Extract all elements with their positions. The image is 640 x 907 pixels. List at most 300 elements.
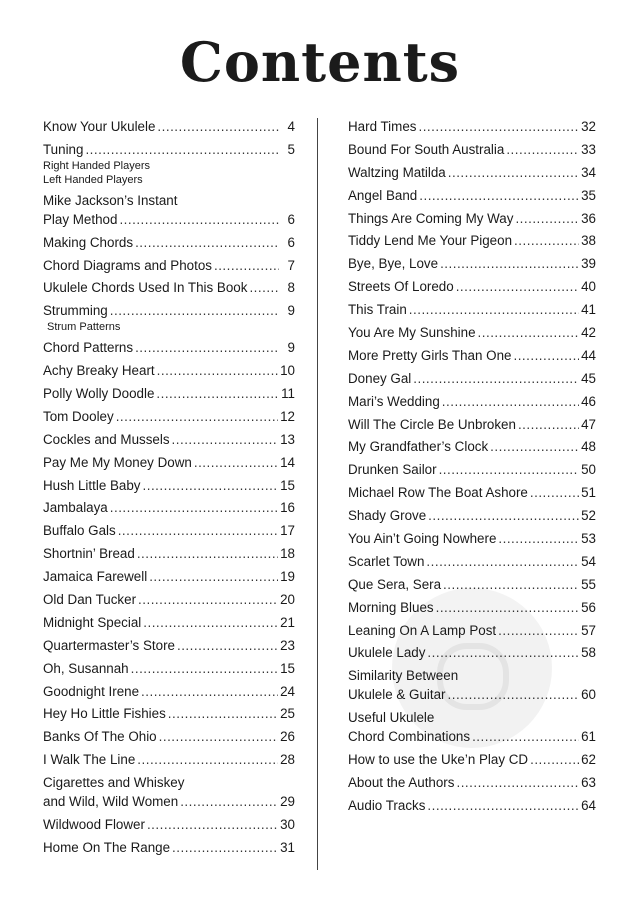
entry-row xyxy=(43,476,295,495)
entry-row xyxy=(348,254,596,273)
contents-entry[interactable] xyxy=(43,117,295,136)
entry-title: This Train xyxy=(348,302,407,318)
entry-title: Play Method xyxy=(43,211,118,227)
dot-leader xyxy=(172,430,279,449)
entry-title: Chord Patterns xyxy=(43,340,134,356)
entry-row xyxy=(348,796,596,815)
dot-leader xyxy=(448,163,579,182)
entry-row xyxy=(348,231,596,250)
entry-page-number: 30 xyxy=(280,817,295,833)
contents-entry[interactable] xyxy=(43,453,295,472)
entry-title: I Walk The Line xyxy=(43,752,136,768)
contents-entry[interactable] xyxy=(348,796,596,815)
dot-leader xyxy=(141,682,278,701)
dot-leader xyxy=(118,521,278,540)
contents-entry[interactable] xyxy=(348,140,596,159)
contents-entry[interactable] xyxy=(43,567,295,586)
entry-row xyxy=(43,117,295,136)
contents-entry[interactable] xyxy=(43,278,295,297)
entry-page-number: 6 xyxy=(287,234,295,250)
entry-page-number: 42 xyxy=(581,325,596,341)
column-divider xyxy=(317,118,318,870)
contents-entry[interactable] xyxy=(43,613,295,632)
entry-page-number: 6 xyxy=(287,211,295,227)
entry-row xyxy=(348,506,596,525)
contents-entry[interactable] xyxy=(348,231,596,250)
entry-page-number: 45 xyxy=(581,370,596,386)
entry-page-number: 34 xyxy=(581,164,596,180)
entry-row xyxy=(43,384,295,403)
dot-leader xyxy=(478,323,580,342)
entry-page-number: 41 xyxy=(581,302,596,318)
entry-page-number: 63 xyxy=(581,775,596,791)
dot-leader xyxy=(440,254,579,273)
entry-title: Banks Of The Ohio xyxy=(43,729,157,745)
entry-page-number: 20 xyxy=(280,592,295,608)
entry-title: Pay Me My Money Down xyxy=(43,454,192,470)
contents-entry[interactable] xyxy=(348,369,596,388)
entry-page-number: 62 xyxy=(581,752,596,768)
contents-entry[interactable] xyxy=(43,256,295,275)
dot-leader xyxy=(413,369,579,388)
entry-page-number: 9 xyxy=(287,303,295,319)
dot-leader xyxy=(456,277,579,296)
contents-entry[interactable] xyxy=(348,163,596,182)
entry-page-number: 9 xyxy=(287,340,295,356)
entry-page-number: 12 xyxy=(280,408,295,424)
entry-page-number: 61 xyxy=(581,729,596,745)
dot-leader xyxy=(443,575,579,594)
entry-page-number: 7 xyxy=(287,257,295,273)
dot-leader xyxy=(110,301,279,320)
entry-page-number: 32 xyxy=(581,119,596,134)
entry-row xyxy=(348,186,596,205)
contents-entry[interactable] xyxy=(43,750,295,769)
contents-entry[interactable] xyxy=(43,590,295,609)
entry-page-number: 50 xyxy=(581,462,596,478)
entry-row xyxy=(348,117,596,136)
dot-leader xyxy=(159,727,278,746)
contents-left-column xyxy=(43,117,295,861)
entry-row xyxy=(43,659,295,678)
dot-leader xyxy=(506,140,579,159)
entry-row xyxy=(348,643,596,662)
entry-title: Buffalo Gals xyxy=(43,523,116,539)
dot-leader xyxy=(137,544,278,563)
dot-leader xyxy=(249,278,279,297)
dot-leader xyxy=(498,529,579,548)
contents-entry[interactable] xyxy=(348,392,596,411)
entry-row xyxy=(348,437,596,456)
contents-entry[interactable] xyxy=(348,529,596,548)
entry-title: Ukulele Lady xyxy=(348,645,426,661)
dot-leader xyxy=(515,209,579,228)
entry-title: Leaning On A Lamp Post xyxy=(348,622,497,638)
entry-page-number: 23 xyxy=(280,637,295,653)
entry-row xyxy=(43,430,295,449)
entry-row xyxy=(43,636,295,655)
entry-title: How to use the Uke’n Play CD xyxy=(348,752,529,768)
entry-row xyxy=(348,300,596,319)
entry-page-number: 51 xyxy=(581,485,596,501)
entry-page-number: 64 xyxy=(581,797,596,813)
dot-leader xyxy=(448,685,580,704)
entry-title-line1: Cigarettes and Whiskey xyxy=(43,775,185,791)
entry-row xyxy=(348,575,596,594)
contents-entry[interactable] xyxy=(43,773,295,811)
dot-leader xyxy=(436,598,579,617)
entry-page-number: 10 xyxy=(280,363,295,379)
entry-row xyxy=(43,407,295,426)
entry-title-line1: Similarity Between xyxy=(348,668,459,684)
entry-page-number: 56 xyxy=(581,599,596,615)
entry-title: Polly Wolly Doodle xyxy=(43,386,155,402)
entry-title: You Are My Sunshine xyxy=(348,325,476,341)
contents-entry[interactable] xyxy=(43,727,295,746)
contents-entry[interactable] xyxy=(348,708,596,746)
entry-row xyxy=(43,613,295,632)
entry-title: Jambalaya xyxy=(43,500,108,516)
entry-title: Jamaica Farewell xyxy=(43,569,148,585)
entry-page-number: 28 xyxy=(280,752,295,768)
entry-title: About the Authors xyxy=(348,775,455,791)
dot-leader xyxy=(156,384,279,403)
contents-entry[interactable] xyxy=(348,552,596,571)
entry-page-number: 53 xyxy=(581,531,596,547)
dot-leader xyxy=(147,815,278,834)
dot-leader xyxy=(149,567,278,586)
entry-title: Bye, Bye, Love xyxy=(348,256,439,272)
entry-page-number: 47 xyxy=(581,416,596,432)
entry-title: Bound For South Australia xyxy=(348,141,505,157)
entry-title: Home On The Range xyxy=(43,839,171,855)
entry-row xyxy=(348,773,596,792)
entry-row xyxy=(348,483,596,502)
contents-entry[interactable] xyxy=(348,750,596,769)
contents-entry[interactable] xyxy=(348,300,596,319)
dot-leader xyxy=(194,453,278,472)
entry-row xyxy=(348,685,596,704)
entry-title: Doney Gal xyxy=(348,370,412,386)
contents-entry[interactable] xyxy=(43,521,295,540)
entry-page-number: 13 xyxy=(280,431,295,447)
entry-title: Drunken Sailor xyxy=(348,462,437,478)
entry-page-number: 31 xyxy=(280,839,295,855)
entry-row xyxy=(43,567,295,586)
dot-leader xyxy=(172,838,278,857)
dot-leader xyxy=(530,750,579,769)
entry-title: Wildwood Flower xyxy=(43,817,145,833)
entry-row xyxy=(348,369,596,388)
entry-title-line1: Mike Jackson’s Instant xyxy=(43,192,178,208)
entry-title: and Wild, Wild Women xyxy=(43,794,179,810)
contents-entry[interactable] xyxy=(43,682,295,701)
contents-entry[interactable] xyxy=(43,140,295,187)
entry-row xyxy=(348,552,596,571)
entry-title: You Ain’t Going Nowhere xyxy=(348,531,497,547)
entry-row xyxy=(348,277,596,296)
dot-leader xyxy=(157,117,279,136)
contents-entry[interactable] xyxy=(43,498,295,517)
entry-row xyxy=(43,590,295,609)
entry-page-number: 44 xyxy=(581,347,596,363)
entry-title: Ukulele & Guitar xyxy=(348,687,446,703)
dot-leader xyxy=(439,460,580,479)
entry-title: Morning Blues xyxy=(348,599,434,615)
entry-page-number: 4 xyxy=(287,119,295,134)
contents-entry[interactable] xyxy=(348,323,596,342)
entry-row xyxy=(348,392,596,411)
entry-title: Making Chords xyxy=(43,234,134,250)
entry-title: Achy Breaky Heart xyxy=(43,363,155,379)
contents-entry[interactable] xyxy=(43,361,295,380)
contents-entry[interactable] xyxy=(348,346,596,365)
entry-title: Hard Times xyxy=(348,119,417,134)
entry-row xyxy=(43,361,295,380)
entry-page-number: 54 xyxy=(581,553,596,569)
entry-title-line1: Useful Ukulele xyxy=(348,710,435,726)
entry-row xyxy=(348,750,596,769)
dot-leader xyxy=(442,392,579,411)
entry-title: My Grandfather’s Clock xyxy=(348,439,489,455)
entry-row xyxy=(348,727,596,746)
contents-entry[interactable] xyxy=(43,636,295,655)
contents-entry[interactable] xyxy=(348,621,596,640)
entry-row xyxy=(43,233,295,252)
entry-row xyxy=(43,140,295,159)
entry-page-number: 18 xyxy=(280,546,295,562)
contents-entry[interactable] xyxy=(43,301,295,334)
entry-title: Chord Combinations xyxy=(348,729,471,745)
dot-leader xyxy=(428,506,579,525)
entry-title: Mari’s Wedding xyxy=(348,393,440,409)
entry-row xyxy=(43,278,295,297)
contents-entry[interactable] xyxy=(348,117,596,136)
entry-subsection: Left Handed Players xyxy=(43,173,143,186)
entry-title: Shady Grove xyxy=(348,508,427,524)
contents-entry[interactable] xyxy=(348,415,596,434)
entry-title: Midnight Special xyxy=(43,614,142,630)
contents-entry[interactable] xyxy=(43,407,295,426)
dot-leader xyxy=(427,643,579,662)
entry-row xyxy=(348,209,596,228)
entry-row xyxy=(43,682,295,701)
dot-leader xyxy=(157,361,278,380)
dot-leader xyxy=(135,233,279,252)
entry-title: Waltzing Matilda xyxy=(348,164,446,180)
entry-row xyxy=(348,163,596,182)
contents-entry[interactable] xyxy=(348,254,596,273)
entry-title: Chord Diagrams and Photos xyxy=(43,257,212,273)
entry-row xyxy=(348,415,596,434)
dot-leader xyxy=(490,437,579,456)
contents-entry[interactable] xyxy=(348,277,596,296)
entry-page-number: 35 xyxy=(581,187,596,203)
contents-entry[interactable] xyxy=(348,643,596,662)
contents-right-column xyxy=(348,117,596,819)
dot-leader xyxy=(214,256,279,275)
entry-row xyxy=(348,140,596,159)
entry-title: Scarlet Town xyxy=(348,553,425,569)
entry-row xyxy=(43,210,295,229)
entry-page-number: 11 xyxy=(281,386,295,402)
dot-leader xyxy=(498,621,579,640)
entry-row xyxy=(43,727,295,746)
entry-title: Know Your Ukulele xyxy=(43,119,156,134)
dot-leader xyxy=(513,346,579,365)
contents-entry[interactable] xyxy=(348,506,596,525)
dot-leader xyxy=(143,613,278,632)
dot-leader xyxy=(85,140,279,159)
entry-row xyxy=(43,338,295,357)
entry-row xyxy=(43,792,295,811)
entry-page-number: 60 xyxy=(581,687,596,703)
dot-leader xyxy=(419,186,579,205)
contents-entry[interactable] xyxy=(43,233,295,252)
entry-title: Michael Row The Boat Ashore xyxy=(348,485,528,501)
entry-title: Quartermaster’s Store xyxy=(43,637,175,653)
contents-entry[interactable] xyxy=(348,186,596,205)
entry-title: Hush Little Baby xyxy=(43,477,141,493)
entry-title: Tom Dooley xyxy=(43,408,114,424)
entry-row xyxy=(348,346,596,365)
dot-leader xyxy=(168,704,278,723)
dot-leader xyxy=(472,727,579,746)
entry-page-number: 58 xyxy=(581,645,596,661)
entry-row xyxy=(43,815,295,834)
contents-entry[interactable] xyxy=(348,209,596,228)
entry-title: Strumming xyxy=(43,303,108,319)
entry-page-number: 48 xyxy=(581,439,596,455)
entry-page-number: 36 xyxy=(581,210,596,226)
dot-leader xyxy=(180,792,278,811)
contents-entry[interactable] xyxy=(348,773,596,792)
entry-page-number: 24 xyxy=(280,683,295,699)
entry-page-number: 14 xyxy=(280,454,295,470)
dot-leader xyxy=(131,659,278,678)
entry-row xyxy=(43,544,295,563)
dot-leader xyxy=(119,210,279,229)
contents-entry[interactable] xyxy=(43,476,295,495)
entry-page-number: 17 xyxy=(280,523,295,539)
entry-page-number: 55 xyxy=(581,576,596,592)
entry-page-number: 46 xyxy=(581,393,596,409)
dot-leader xyxy=(110,498,278,517)
dot-leader xyxy=(418,117,579,136)
entry-title: Que Sera, Sera xyxy=(348,576,442,592)
contents-entry[interactable] xyxy=(348,575,596,594)
entry-row xyxy=(43,521,295,540)
entry-page-number: 21 xyxy=(280,614,295,630)
dot-leader xyxy=(409,300,579,319)
dot-leader xyxy=(177,636,278,655)
contents-entry[interactable] xyxy=(348,437,596,456)
entry-row xyxy=(43,704,295,723)
entry-page-number: 38 xyxy=(581,233,596,249)
entry-row xyxy=(348,460,596,479)
entry-title: Goodnight Irene xyxy=(43,683,140,699)
page-title: Contents xyxy=(179,30,461,94)
entry-page-number: 25 xyxy=(280,706,295,722)
entry-page-number: 52 xyxy=(581,508,596,524)
dot-leader xyxy=(116,407,278,426)
dot-leader xyxy=(518,415,579,434)
contents-entry[interactable] xyxy=(43,384,295,403)
entry-page-number: 8 xyxy=(287,280,295,296)
contents-entry[interactable] xyxy=(43,430,295,449)
entry-title: Streets Of Loredo xyxy=(348,279,454,295)
contents-entry[interactable] xyxy=(348,666,596,704)
contents-entry[interactable] xyxy=(43,544,295,563)
entry-page-number: 29 xyxy=(280,794,295,810)
entry-title: Hey Ho Little Fishies xyxy=(43,706,166,722)
entry-page-number: 39 xyxy=(581,256,596,272)
entry-title: Tiddy Lend Me Your Pigeon xyxy=(348,233,513,249)
contents-entry[interactable] xyxy=(348,483,596,502)
entry-subsection: Strum Patterns xyxy=(47,321,121,334)
entry-row xyxy=(43,301,295,320)
entry-title: Shortnin’ Bread xyxy=(43,546,135,562)
contents-entry[interactable] xyxy=(348,598,596,617)
entry-title: More Pretty Girls Than One xyxy=(348,347,512,363)
entry-page-number: 19 xyxy=(280,569,295,585)
entry-title: Things Are Coming My Way xyxy=(348,210,514,226)
contents-entry[interactable] xyxy=(43,815,295,834)
entry-page-number: 33 xyxy=(581,141,596,157)
dot-leader xyxy=(143,476,279,495)
entry-title: Angel Band xyxy=(348,187,418,203)
entry-row xyxy=(348,323,596,342)
entry-row xyxy=(43,256,295,275)
contents-entry[interactable] xyxy=(43,659,295,678)
dot-leader xyxy=(138,590,278,609)
dot-leader xyxy=(514,231,579,250)
contents-entry[interactable] xyxy=(43,338,295,357)
dot-leader xyxy=(530,483,579,502)
entry-title: Old Dan Tucker xyxy=(43,592,137,608)
entry-page-number: 57 xyxy=(581,622,596,638)
entry-row xyxy=(43,498,295,517)
dot-leader xyxy=(427,796,579,815)
contents-entry[interactable] xyxy=(43,704,295,723)
entry-page-number: 16 xyxy=(280,500,295,516)
entry-page-number: 15 xyxy=(280,477,295,493)
entry-title: Tuning xyxy=(43,141,84,157)
entry-row xyxy=(43,838,295,857)
dot-leader xyxy=(135,338,279,357)
dot-leader xyxy=(456,773,579,792)
entry-title: Will The Circle Be Unbroken xyxy=(348,416,516,432)
entry-title: Oh, Susannah xyxy=(43,660,129,676)
entry-title: Cockles and Mussels xyxy=(43,431,170,447)
contents-entry[interactable] xyxy=(43,191,295,229)
entry-row xyxy=(43,453,295,472)
entry-page-number: 5 xyxy=(287,141,295,157)
entry-title: Audio Tracks xyxy=(348,797,426,813)
entry-row xyxy=(348,529,596,548)
contents-entry[interactable] xyxy=(348,460,596,479)
contents-entry[interactable] xyxy=(43,838,295,857)
entry-subsection: Right Handed Players xyxy=(43,159,151,172)
entry-row xyxy=(348,621,596,640)
entry-page-number: 26 xyxy=(280,729,295,745)
dot-leader xyxy=(137,750,278,769)
dot-leader xyxy=(426,552,579,571)
entry-page-number: 40 xyxy=(581,279,596,295)
entry-row xyxy=(43,750,295,769)
entry-title: Ukulele Chords Used In This Book xyxy=(43,280,248,296)
entry-row xyxy=(348,598,596,617)
